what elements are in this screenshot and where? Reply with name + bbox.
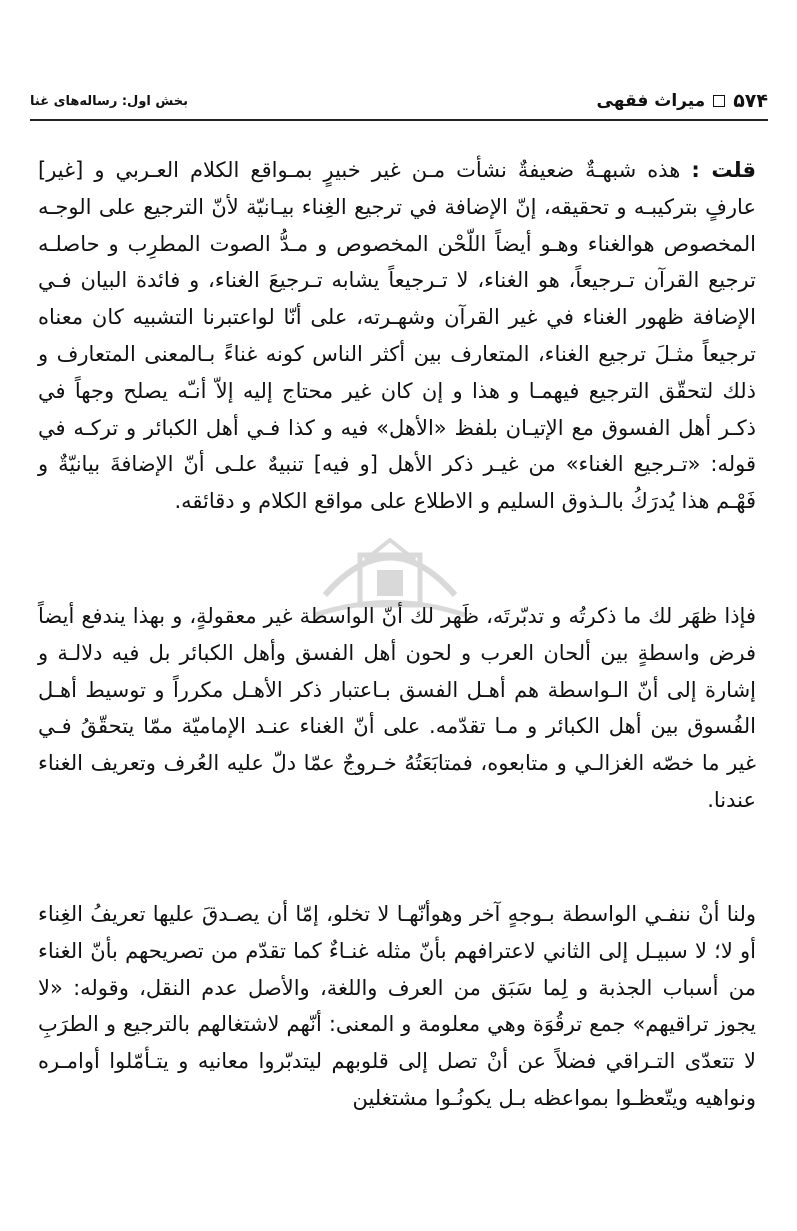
section-title: بخش اول: رساله‌های غنا	[30, 93, 189, 109]
page-number: ۵۷۴	[733, 90, 768, 112]
library-seal-icon	[305, 500, 475, 640]
page-header	[30, 86, 768, 116]
paragraph-3	[38, 896, 756, 1117]
paragraph-1	[38, 152, 756, 520]
paragraph-text: فإذا ظهَر لك ما ذكرتُه و تدبّرتَه، ظَهر لك أنّ الواسطة غير معقولةٍ، و بهذا يندفع أيضاً فرض واسطةٍ بين ألحان العرب و لحون أهل الفسق وأهل الكبائر بل فيه دلالـة و إشارة إلى أنّ الـواسطة هم أهـل الفسق بـاعتبار ذكر الأهـل مكرراً و توسيط أهـل الفُسوق بين أهل الكبائر و مـا تقدّمه. على أنّ الغناء عنـد الإماميّة ممّا يتحقّقُ فـي غير ما خصّه الغزالـي و متابعوه، فمتابَعَتُهُ خـروجٌ عمّا دلّ عليه العُرف وتعريف الغناء عندنا.	[38, 604, 756, 812]
paragraph-text: ولنا أنْ ننفـي الواسطة بـوجهٍ آخر وهوأنّهـا لا تخلو، إمّا أن يصـدقَ عليها تعريفُ الغِناء أو لا؛ لا سبيـل إلى الثاني لاعترافهم بأنّ مثله غنـاءٌ كما تقدّم من تصريحهم بأنّ الغناء من أسباب الجذبة و لِما سَبَق من العرف واللغة، والأصل عدم النقل، وقوله: «لا يجوز تراقيهم» جمع ترقُوَة وهي معلومة و المعنى: أنّهم لاشتغالهم بالترجيع و الطرَبِ لا تتعدّى التـراقي فضلاً عن أنْ تصل إلى قلوبهم ليتدبّروا معانيه و يتـأمّلوا أوامـره ونواهيه ويتّعظـوا بمواعظه بـل يكونُـوا مشتغلين	[38, 902, 756, 1110]
paragraph-lead: قلت :	[691, 158, 756, 182]
square-bullet-icon	[713, 95, 725, 107]
paragraph-text: هذه شبهـةٌ ضعيفةٌ نشأت مـن غير خبيرٍ بمـواقع الكلام العـربي و [غير] عارفٍ بتركيبـه و تحقيقه، إنّ الإضافة في ترجيع الغِناء بيـانيّة لأنّ الترجيع على الوجـه المخصوص هوالغناء وهـو أيضاً اللّحْن المخصوص و مـدُّ الصوت المطرِب و حاصلـه ترجيع القرآن تـرجيعاً، هو الغناء، لا تـرجيعاً يشابه تـرجيعَ الغناء، و فائدة البيان فـي الإضافة ظهور الغناء في غير القرآن وشهـرته، على أنّا لواعتبرنا التشبيه كان معناه ترجيعاً مثـلَ ترجيع الغناء، المتعارف بين أكثر الناس كونه غناءً بـالمعنى المتعارف و ذلك لتحقّق الترجيع فيهمـا و هذا و إن كان غير محتاج إليه إلاّ أنـّه يصلح وجهاً في ذكـر أهل الفسوق مع الإتيـان بلفظ «الأهل» فيه و كذا فـي أهل الكبائر و تركـه في قوله: «تـرجيع الغناء» من غيـر ذكر الأهل [و فيه] تنبيهٌ علـى أنّ الإضافةَ بيانيّةٌ و فَهْـم هذا يُدرَكُ بالـذوق السليم و الاطلاع على مواقع الكلام و دقائقه.	[38, 158, 756, 514]
header-divider	[30, 119, 768, 121]
book-title: میراث فقهی	[596, 91, 706, 111]
running-title	[597, 90, 768, 112]
